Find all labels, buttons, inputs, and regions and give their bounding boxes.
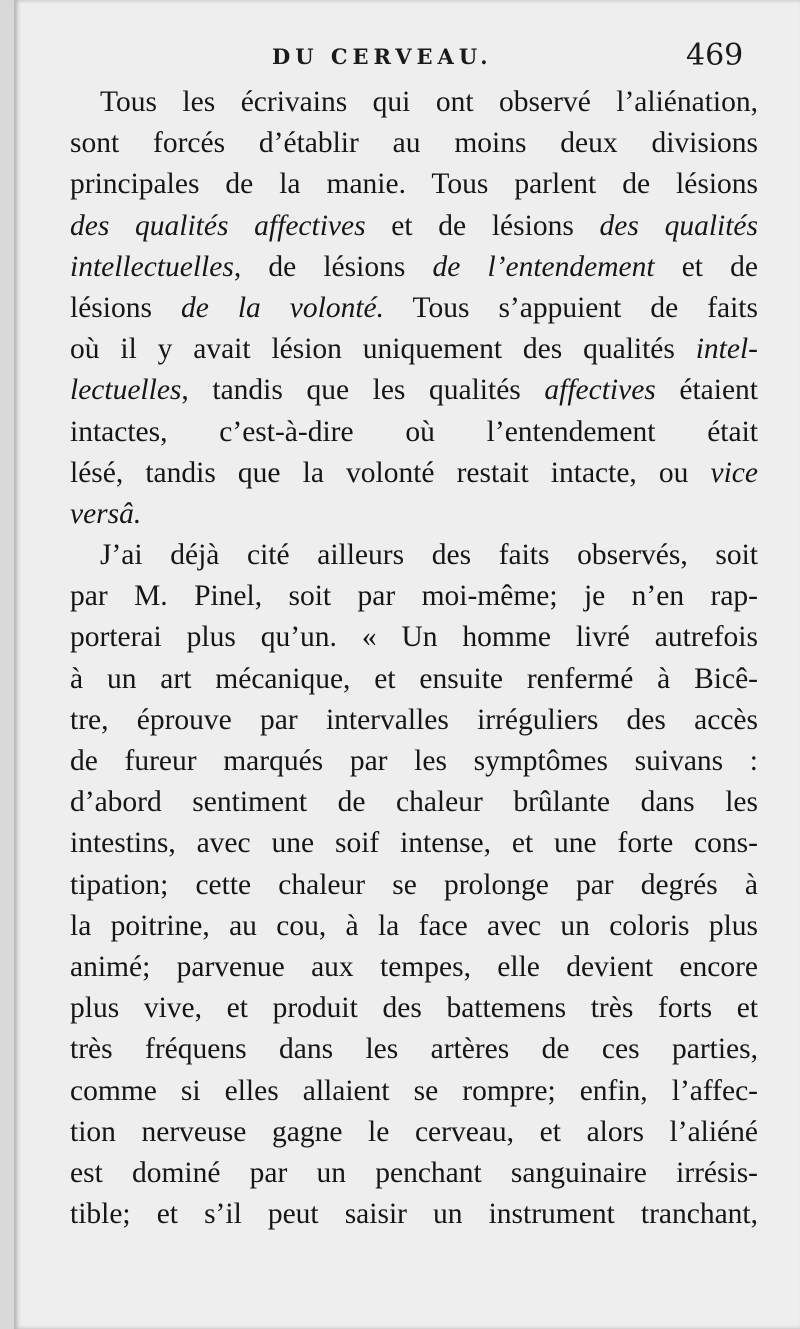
text-segment: Tous les écrivains qui ont observé l’aliénation, xyxy=(100,86,758,118)
text-segment: lésions xyxy=(70,291,181,324)
italic-segment: vice xyxy=(710,456,758,489)
text-segment: d’abord sentiment de chaleur brûlante dans les xyxy=(70,786,758,819)
text-line xyxy=(70,1153,758,1194)
text-line xyxy=(70,1071,758,1112)
italic-segment: versâ. xyxy=(70,497,142,530)
page-number: 469 xyxy=(686,38,744,73)
italic-segment: affectives xyxy=(544,374,656,407)
text-line xyxy=(70,288,758,329)
text-line xyxy=(70,412,758,453)
text-line xyxy=(70,123,758,164)
text-segment: est dominé par un penchant sanguinaire irrésis- xyxy=(70,1156,758,1189)
running-title: DU CERVEAU. xyxy=(272,44,493,69)
text-segment: , de lésions xyxy=(233,250,433,283)
text-segment: de fureur marqués par les symptômes suivans : xyxy=(70,745,758,777)
text-line xyxy=(70,741,758,782)
text-line xyxy=(70,82,758,123)
text-segment: et de xyxy=(654,250,759,283)
text-line xyxy=(70,247,758,288)
text-line xyxy=(70,576,758,617)
text-line xyxy=(70,617,758,658)
text-segment: Tous s’appuient de faits xyxy=(384,291,758,324)
text-segment: intactes, c’est-à-dire où l’entendement était xyxy=(70,415,758,448)
book-page xyxy=(14,0,800,1329)
italic-segment: intel- xyxy=(695,333,758,366)
text-segment: où il y avait lésion uniquement des qualités xyxy=(70,333,696,366)
text-segment: à un art mécanique, et ensuite renfermé à Bicê- xyxy=(70,662,758,695)
text-segment: comme si elles allaient se rompre; enfin, l’affec- xyxy=(70,1074,758,1107)
text-segment: tion nerveuse gagne le cerveau, et alors l’aliéné xyxy=(70,1115,758,1148)
text-line xyxy=(70,906,758,947)
text-segment: tible; et s’il peut saisir un instrument tranchant, xyxy=(70,1198,758,1231)
body-text xyxy=(70,82,758,1235)
text-segment: , tandis que les qualités xyxy=(181,374,545,407)
text-segment: principales de la manie. Tous parlent de lésions xyxy=(70,168,758,201)
italic-segment: des qualités xyxy=(599,209,758,242)
text-segment: très fréquens dans les artères de ces parties, xyxy=(70,1033,758,1066)
text-line xyxy=(70,494,758,535)
text-line xyxy=(70,700,758,741)
text-line xyxy=(70,782,758,823)
text-line xyxy=(70,453,758,494)
text-line xyxy=(70,1029,758,1070)
text-segment: étaient xyxy=(655,374,758,407)
text-line xyxy=(70,865,758,906)
text-segment: plus vive, et produit des battemens très forts et xyxy=(70,992,758,1025)
text-line xyxy=(70,535,758,576)
text-segment: animé; parvenue aux tempes, elle devient encore xyxy=(70,950,758,983)
text-line xyxy=(70,988,758,1029)
text-segment: lésé, tandis que la volonté restait intacte, ou xyxy=(70,456,711,489)
italic-segment: lectuelles xyxy=(70,374,182,407)
text-segment: sont forcés d’établir au moins deux divisions xyxy=(70,127,758,160)
text-line xyxy=(70,659,758,700)
page-header xyxy=(14,38,800,82)
text-segment: la poitrine, au cou, à la face avec un coloris plus xyxy=(70,909,758,942)
italic-segment: de la volonté. xyxy=(180,291,384,324)
italic-segment: intellectuelles xyxy=(70,250,234,283)
text-segment: par M. Pinel, soit par moi-même; je n’en rap- xyxy=(70,580,758,613)
text-line xyxy=(70,823,758,864)
italic-segment: des qualités affectives xyxy=(70,209,366,242)
text-line xyxy=(70,370,758,411)
text-segment: tre, éprouve par intervalles irréguliers des accès xyxy=(70,703,758,736)
text-segment: intestins, avec une soif intense, et une forte cons- xyxy=(70,827,758,860)
text-line xyxy=(70,164,758,205)
text-line xyxy=(70,1194,758,1235)
text-segment: J’ai déjà cité ailleurs des faits observés, soit xyxy=(100,539,758,572)
text-line xyxy=(70,206,758,247)
text-line xyxy=(70,1112,758,1153)
text-line xyxy=(70,329,758,370)
italic-segment: de l’entendement xyxy=(432,250,655,283)
text-segment: porterai plus qu’un. « Un homme livré autrefois xyxy=(70,621,758,654)
text-line xyxy=(70,947,758,988)
text-segment: et de lésions xyxy=(365,209,600,242)
text-segment: tipation; cette chaleur se prolonge par degrés à xyxy=(70,868,758,901)
